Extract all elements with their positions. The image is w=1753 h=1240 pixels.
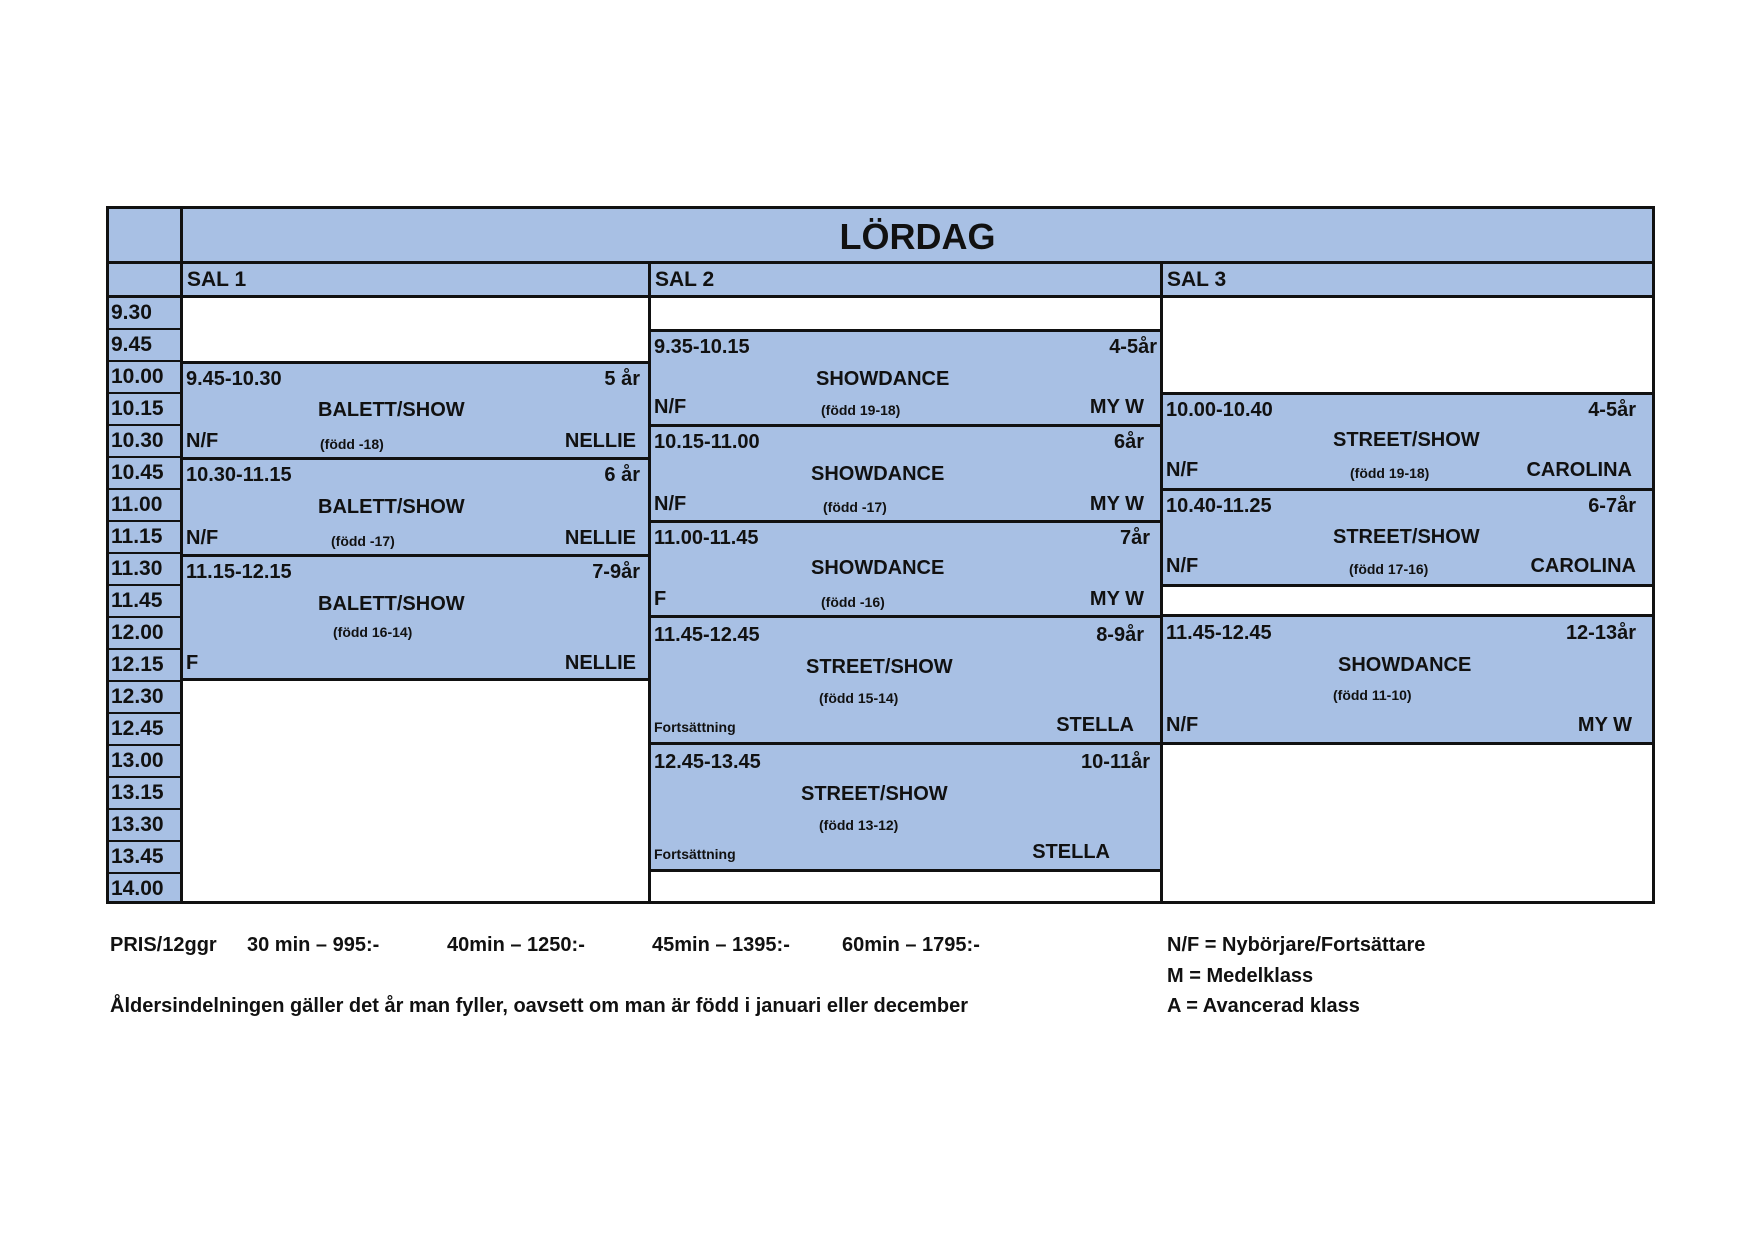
class-block	[651, 329, 1160, 427]
time-slot: 12.30	[109, 682, 180, 714]
age-note: Åldersindelningen gäller det år man fyller, oavsett om man är född i januari eller december	[110, 995, 969, 1017]
time-slot: 13.15	[109, 778, 180, 810]
class-block	[651, 520, 1160, 618]
class-name: SHOWDANCE	[811, 463, 945, 485]
class-born: (född 16-14)	[333, 624, 413, 640]
time-slot: 10.00	[109, 362, 180, 394]
class-teacher: MY W	[1089, 493, 1144, 515]
class-time: 12.45-13.45	[654, 751, 761, 773]
class-teacher: STELLA	[1056, 714, 1134, 736]
class-time: 11.45-12.45	[654, 624, 760, 646]
time-slot: 10.15	[109, 394, 180, 426]
class-block	[1163, 614, 1652, 745]
room-header-sal3: SAL 3	[1163, 264, 1652, 295]
class-name: STREET/SHOW	[1333, 429, 1480, 451]
class-teacher: CAROLINA	[1530, 555, 1636, 577]
class-name: STREET/SHOW	[1333, 526, 1480, 548]
legend-a: A = Avancerad klass	[1167, 995, 1360, 1017]
class-age: 12-13år	[1565, 622, 1636, 644]
class-teacher: STELLA	[1032, 841, 1110, 863]
class-born: (född 17-16)	[1349, 561, 1429, 577]
class-teacher: CAROLINA	[1526, 459, 1632, 481]
class-block	[651, 424, 1160, 523]
day-title: LÖRDAG	[183, 209, 1652, 261]
class-block	[183, 457, 648, 557]
room-header-divider	[106, 295, 1655, 298]
class-age: 7-9år	[592, 561, 640, 583]
class-name: BALETT/SHOW	[318, 399, 465, 421]
class-level: Fortsättning	[654, 846, 736, 862]
class-age: 8-9år	[1096, 624, 1144, 646]
legend-nf: N/F = Nybörjare/Fortsättare	[1167, 934, 1426, 956]
class-level: N/F	[186, 527, 219, 549]
room-header-sal1: SAL 1	[183, 264, 648, 295]
class-level: Fortsättning	[654, 719, 736, 735]
class-block	[183, 361, 648, 460]
class-teacher: NELLIE	[564, 652, 636, 674]
class-age: 10-11år	[1081, 751, 1150, 773]
class-age: 6-7år	[1588, 495, 1636, 517]
time-slot: 9.45	[109, 330, 180, 362]
class-teacher: NELLIE	[564, 430, 636, 452]
time-slot: 11.30	[109, 554, 180, 586]
class-teacher: NELLIE	[564, 527, 636, 549]
class-level: F	[186, 652, 199, 674]
price-30: 30 min – 995:-	[247, 934, 380, 956]
class-name: STREET/SHOW	[806, 656, 953, 678]
class-block	[1163, 488, 1652, 587]
class-name: BALETT/SHOW	[318, 593, 465, 615]
class-born: (född 19-18)	[1350, 465, 1430, 481]
class-born: (född -16)	[821, 594, 885, 610]
time-slot: 13.00	[109, 746, 180, 778]
class-time: 10.30-11.15	[186, 464, 292, 486]
class-born: (född 13-12)	[819, 817, 899, 833]
class-age: 4-5år	[1109, 336, 1157, 358]
class-name: SHOWDANCE	[811, 557, 945, 579]
price-60: 60min – 1795:-	[842, 934, 980, 956]
room-header-sal2: SAL 2	[651, 264, 1160, 295]
class-level: N/F	[1166, 555, 1199, 577]
time-slot: 11.45	[109, 586, 180, 618]
class-time: 9.35-10.15	[654, 336, 750, 358]
time-slot: 14.00	[109, 874, 180, 901]
time-slot: 11.00	[109, 490, 180, 522]
class-age: 5 år	[604, 368, 640, 390]
class-age: 6 år	[604, 464, 640, 486]
class-name: SHOWDANCE	[1338, 654, 1472, 676]
time-slot: 10.45	[109, 458, 180, 490]
class-block	[1163, 392, 1652, 491]
class-born: (född 11-10)	[1333, 687, 1412, 703]
class-block	[183, 554, 648, 681]
class-level: N/F	[654, 396, 687, 418]
time-slot: 12.15	[109, 650, 180, 682]
time-slot: 9.30	[109, 298, 180, 330]
corner-cell	[109, 209, 180, 295]
class-name: STREET/SHOW	[801, 783, 948, 805]
class-age: 6år	[1113, 431, 1144, 453]
class-teacher: MY W	[1577, 714, 1632, 736]
price-45: 45min – 1395:-	[652, 934, 790, 956]
class-level: N/F	[186, 430, 219, 452]
time-slot: 13.45	[109, 842, 180, 874]
class-time: 11.00-11.45	[654, 527, 759, 549]
time-slot: 11.15	[109, 522, 180, 554]
class-teacher: MY W	[1089, 588, 1144, 610]
class-teacher: MY W	[1089, 396, 1144, 418]
time-slot: 10.30	[109, 426, 180, 458]
class-born: (född -17)	[331, 533, 395, 549]
class-time: 11.15-12.15	[186, 561, 292, 583]
class-time: 10.40-11.25	[1166, 495, 1272, 517]
class-born: (född 15-14)	[819, 690, 899, 706]
class-born: (född -18)	[320, 436, 384, 452]
price-40: 40min – 1250:-	[447, 934, 585, 956]
header-divider	[106, 261, 1655, 264]
class-level: N/F	[654, 493, 687, 515]
time-slot: 12.45	[109, 714, 180, 746]
class-name: BALETT/SHOW	[318, 496, 465, 518]
class-born: (född -17)	[823, 499, 887, 515]
class-time: 11.45-12.45	[1166, 622, 1272, 644]
class-time: 10.00-10.40	[1166, 399, 1273, 421]
price-label: PRIS/12ggr	[110, 934, 217, 956]
class-level: F	[654, 588, 667, 610]
class-age: 7år	[1119, 527, 1150, 549]
class-level: N/F	[1166, 459, 1199, 481]
legend-m: M = Medelklass	[1167, 965, 1314, 987]
class-block	[651, 742, 1160, 872]
class-block	[651, 615, 1160, 745]
time-slot: 12.00	[109, 618, 180, 650]
class-time: 9.45-10.30	[186, 368, 282, 390]
class-age: 4-5år	[1588, 399, 1636, 421]
class-level: N/F	[1166, 714, 1199, 736]
class-name: SHOWDANCE	[816, 368, 950, 390]
time-slot: 13.30	[109, 810, 180, 842]
class-born: (född 19-18)	[821, 402, 901, 418]
class-time: 10.15-11.00	[654, 431, 760, 453]
